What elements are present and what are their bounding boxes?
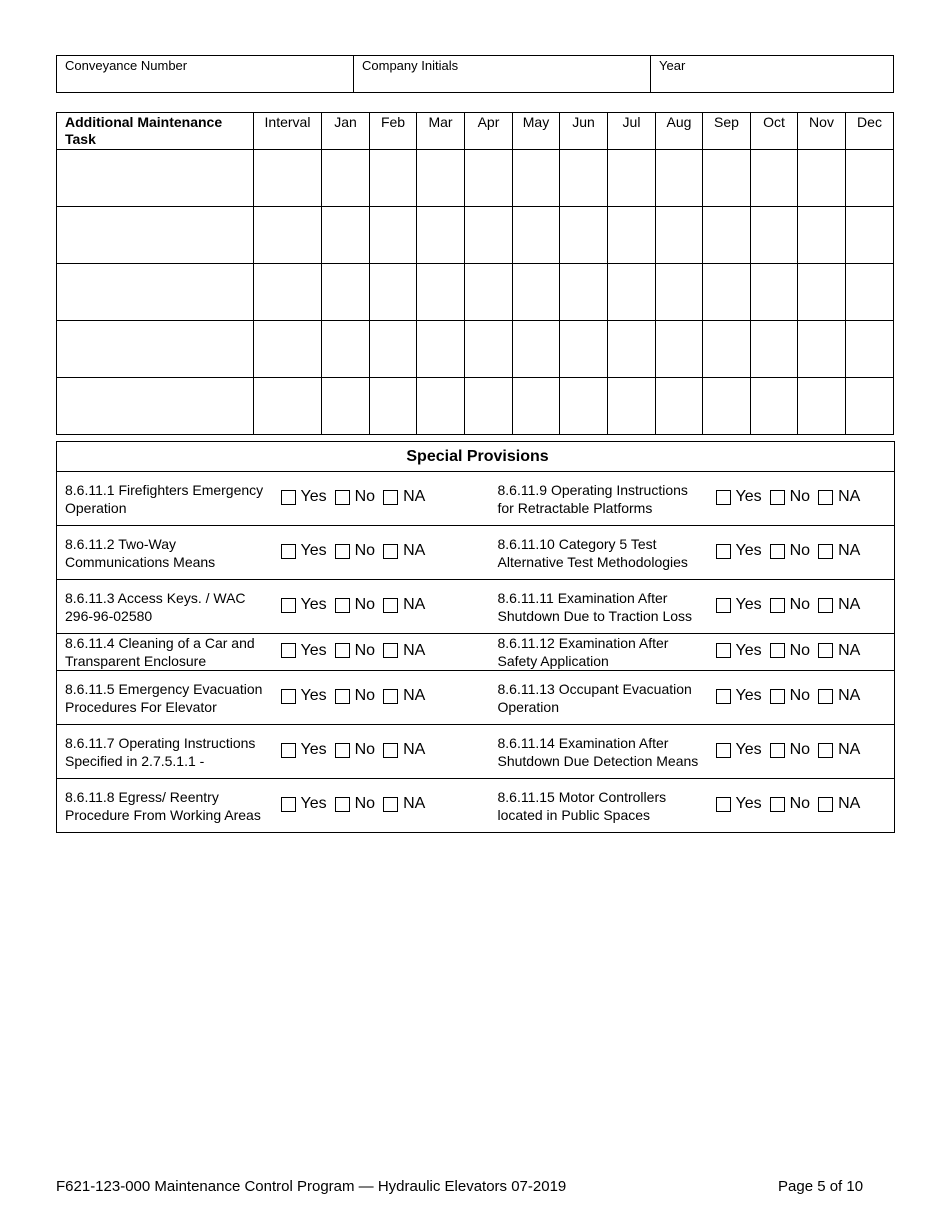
table-cell[interactable]: [846, 378, 894, 435]
checkbox-icon[interactable]: [335, 689, 350, 704]
checkbox-icon[interactable]: [716, 544, 731, 559]
option-label: NA: [403, 687, 426, 705]
year-label: Year: [659, 58, 686, 73]
table-cell[interactable]: [370, 321, 417, 378]
table-cell[interactable]: [57, 264, 254, 321]
checkbox-icon[interactable]: [818, 643, 833, 658]
table-cell[interactable]: [798, 321, 846, 378]
table-cell[interactable]: [57, 150, 254, 207]
option-label: NA: [838, 687, 861, 705]
option-yes-checkbox[interactable]: [281, 542, 327, 560]
table-cell[interactable]: [513, 378, 560, 435]
checkbox-icon[interactable]: [716, 643, 731, 658]
option-no-checkbox[interactable]: [770, 642, 810, 660]
table-cell[interactable]: [798, 207, 846, 264]
table-cell[interactable]: [465, 207, 513, 264]
provision-label: 8.6.11.12 Examination After Safety Application: [490, 634, 708, 671]
option-label: NA: [403, 741, 426, 759]
table-cell[interactable]: [254, 378, 322, 435]
provision-label: 8.6.11.14 Examination After Shutdown Due Detection Means: [490, 725, 708, 779]
checkbox-icon[interactable]: [335, 743, 350, 758]
checkbox-icon[interactable]: [281, 598, 296, 613]
option-na-checkbox[interactable]: [818, 542, 860, 560]
checkbox-icon[interactable]: [770, 490, 785, 505]
option-na-checkbox[interactable]: [818, 596, 860, 614]
option-label: NA: [403, 542, 426, 560]
option-label: Yes: [735, 741, 762, 759]
table-cell[interactable]: [370, 264, 417, 321]
option-label: Yes: [735, 687, 762, 705]
checkbox-icon[interactable]: [383, 490, 398, 505]
provision-row: [57, 671, 895, 725]
option-na-checkbox[interactable]: [818, 642, 860, 660]
option-na-checkbox[interactable]: [383, 741, 425, 759]
table-row: [57, 150, 894, 207]
table-cell[interactable]: [254, 321, 322, 378]
option-label: No: [354, 596, 376, 614]
option-yes-checkbox[interactable]: [281, 741, 327, 759]
table-cell[interactable]: [703, 264, 751, 321]
column-header: Apr: [465, 113, 513, 150]
table-cell[interactable]: [417, 207, 465, 264]
option-label: NA: [838, 542, 861, 560]
checkbox-icon[interactable]: [818, 743, 833, 758]
checkbox-icon[interactable]: [716, 743, 731, 758]
table-row: [57, 264, 894, 321]
yes-no-na-group: [708, 779, 895, 833]
option-label: Yes: [300, 687, 327, 705]
table-cell[interactable]: [513, 264, 560, 321]
conveyance-header-table: [56, 55, 894, 93]
provision-label: 8.6.11.5 Emergency Evacuation Procedures For Elevator: [57, 671, 281, 725]
column-header: Nov: [798, 113, 846, 150]
yes-no-na-group: [281, 472, 490, 526]
conveyance-number-label: Conveyance Number: [65, 58, 188, 73]
option-no-checkbox[interactable]: [770, 596, 810, 614]
checkbox-icon[interactable]: [770, 689, 785, 704]
option-no-checkbox[interactable]: [335, 642, 375, 660]
maintenance-header-row: [57, 113, 894, 150]
option-na-checkbox[interactable]: [383, 488, 425, 506]
company-initials-field[interactable]: [354, 56, 651, 93]
option-label: No: [354, 687, 376, 705]
option-yes-checkbox[interactable]: [716, 488, 762, 506]
option-na-checkbox[interactable]: [383, 596, 425, 614]
provision-row: [57, 472, 895, 526]
option-yes-checkbox[interactable]: [716, 741, 762, 759]
option-na-checkbox[interactable]: [383, 542, 425, 560]
option-label: NA: [838, 641, 861, 659]
yes-no-na-group: [708, 580, 895, 634]
checkbox-icon[interactable]: [281, 797, 296, 812]
company-initials-label: Company Initials: [362, 58, 459, 73]
maintenance-task-table: [56, 112, 894, 435]
table-cell[interactable]: [513, 207, 560, 264]
provision-label: 8.6.11.10 Category 5 Test Alternative Test Methodologies: [490, 526, 708, 580]
table-cell[interactable]: [465, 321, 513, 378]
column-header: May: [513, 113, 560, 150]
provision-row: [57, 634, 895, 671]
provision-row: [57, 526, 895, 580]
option-yes-checkbox[interactable]: [281, 687, 327, 705]
option-label: No: [354, 795, 376, 813]
checkbox-icon[interactable]: [281, 689, 296, 704]
checkbox-icon[interactable]: [770, 743, 785, 758]
provision-label: 8.6.11.2 Two-Way Communications Means: [57, 526, 281, 580]
option-label: NA: [838, 596, 861, 614]
special-provisions-title-row: [57, 442, 895, 472]
table-cell[interactable]: [608, 207, 656, 264]
column-header: Mar: [417, 113, 465, 150]
option-no-checkbox[interactable]: [770, 488, 810, 506]
table-cell[interactable]: [608, 264, 656, 321]
option-label: NA: [403, 488, 426, 506]
page-number: Page 5 of 10: [778, 1178, 864, 1195]
yes-no-na-group: [281, 725, 490, 779]
checkbox-icon[interactable]: [770, 544, 785, 559]
yes-no-na-group: [281, 580, 490, 634]
table-row: [57, 321, 894, 378]
option-label: NA: [838, 795, 861, 813]
table-cell[interactable]: [656, 321, 703, 378]
special-provisions-table: [56, 441, 895, 833]
table-cell[interactable]: [370, 207, 417, 264]
column-header: Sep: [703, 113, 751, 150]
checkbox-icon[interactable]: [383, 689, 398, 704]
table-cell[interactable]: [751, 264, 798, 321]
checkbox-icon[interactable]: [818, 544, 833, 559]
option-yes-checkbox[interactable]: [716, 642, 762, 660]
checkbox-icon[interactable]: [770, 643, 785, 658]
table-cell[interactable]: [322, 264, 370, 321]
option-label: No: [789, 687, 811, 705]
table-row: [57, 207, 894, 264]
table-cell[interactable]: [798, 264, 846, 321]
checkbox-icon[interactable]: [716, 490, 731, 505]
table-cell[interactable]: [798, 378, 846, 435]
column-header: Feb: [370, 113, 417, 150]
checkbox-icon[interactable]: [383, 797, 398, 812]
option-na-checkbox[interactable]: [383, 795, 425, 813]
option-label: No: [789, 488, 811, 506]
table-cell[interactable]: [656, 264, 703, 321]
form-title-footer: F621-123-000 Maintenance Control Program — Hydraulic Elevators 07-2019: [56, 1178, 567, 1195]
option-yes-checkbox[interactable]: [716, 596, 762, 614]
option-label: No: [354, 488, 376, 506]
option-na-checkbox[interactable]: [383, 642, 425, 660]
provision-label: 8.6.11.4 Cleaning of a Car and Transparent Enclosure: [57, 634, 281, 671]
table-cell[interactable]: [560, 378, 608, 435]
option-no-checkbox[interactable]: [770, 542, 810, 560]
column-header: Jul: [608, 113, 656, 150]
table-cell[interactable]: [560, 207, 608, 264]
option-label: NA: [838, 741, 861, 759]
provision-row: [57, 779, 895, 833]
provision-label: 8.6.11.3 Access Keys. / WAC 296-96-02580: [57, 580, 281, 634]
table-cell[interactable]: [417, 264, 465, 321]
table-cell[interactable]: [703, 321, 751, 378]
checkbox-icon[interactable]: [383, 643, 398, 658]
checkbox-icon[interactable]: [281, 490, 296, 505]
provision-label: 8.6.11.15 Motor Controllers located in Public Spaces: [490, 779, 708, 833]
table-cell[interactable]: [322, 207, 370, 264]
table-cell[interactable]: [465, 264, 513, 321]
special-provisions-title: Special Provisions: [57, 442, 895, 472]
option-no-checkbox[interactable]: [335, 488, 375, 506]
option-na-checkbox[interactable]: [818, 488, 860, 506]
checkbox-icon[interactable]: [716, 689, 731, 704]
table-cell[interactable]: [798, 150, 846, 207]
table-cell[interactable]: [465, 378, 513, 435]
provision-label: 8.6.11.11 Examination After Shutdown Due to Traction Loss: [490, 580, 708, 634]
option-label: NA: [838, 488, 861, 506]
option-no-checkbox[interactable]: [770, 795, 810, 813]
checkbox-icon[interactable]: [281, 643, 296, 658]
checkbox-icon[interactable]: [770, 598, 785, 613]
checkbox-icon[interactable]: [335, 797, 350, 812]
column-header: Aug: [656, 113, 703, 150]
option-label: Yes: [735, 488, 762, 506]
column-header: Oct: [751, 113, 798, 150]
table-cell[interactable]: [846, 321, 894, 378]
table-cell[interactable]: [417, 321, 465, 378]
yes-no-na-group: [708, 526, 895, 580]
checkbox-icon[interactable]: [383, 598, 398, 613]
option-label: Yes: [300, 741, 327, 759]
column-header: Additional Maintenance Task: [57, 113, 254, 150]
option-yes-checkbox[interactable]: [716, 687, 762, 705]
checkbox-icon[interactable]: [818, 490, 833, 505]
column-header: Interval: [254, 113, 322, 150]
column-header: Jan: [322, 113, 370, 150]
yes-no-na-group: [708, 671, 895, 725]
option-yes-checkbox[interactable]: [281, 488, 327, 506]
option-yes-checkbox[interactable]: [716, 542, 762, 560]
provision-row: [57, 580, 895, 634]
table-cell[interactable]: [751, 321, 798, 378]
table-cell[interactable]: [560, 264, 608, 321]
option-label: Yes: [300, 542, 327, 560]
provision-label: 8.6.11.1 Firefighters Emergency Operation: [57, 472, 281, 526]
option-label: No: [354, 641, 376, 659]
option-no-checkbox[interactable]: [335, 795, 375, 813]
checkbox-icon[interactable]: [818, 598, 833, 613]
table-cell[interactable]: [608, 321, 656, 378]
option-label: No: [354, 542, 376, 560]
yes-no-na-group: [281, 634, 490, 671]
table-cell[interactable]: [370, 378, 417, 435]
year-field[interactable]: [651, 56, 894, 93]
option-label: No: [789, 641, 811, 659]
provision-label: 8.6.11.9 Operating Instructions for Retractable Platforms: [490, 472, 708, 526]
option-na-checkbox[interactable]: [818, 741, 860, 759]
checkbox-icon[interactable]: [818, 689, 833, 704]
checkbox-icon[interactable]: [335, 490, 350, 505]
option-yes-checkbox[interactable]: [281, 596, 327, 614]
table-cell[interactable]: [322, 378, 370, 435]
option-label: Yes: [735, 542, 762, 560]
option-label: NA: [403, 641, 426, 659]
option-no-checkbox[interactable]: [335, 687, 375, 705]
table-cell[interactable]: [57, 321, 254, 378]
table-cell[interactable]: [254, 207, 322, 264]
yes-no-na-group: [281, 779, 490, 833]
option-yes-checkbox[interactable]: [281, 795, 327, 813]
checkbox-icon[interactable]: [335, 598, 350, 613]
option-label: Yes: [300, 596, 327, 614]
option-label: Yes: [735, 596, 762, 614]
table-cell[interactable]: [322, 150, 370, 207]
option-label: NA: [403, 795, 426, 813]
option-no-checkbox[interactable]: [770, 741, 810, 759]
table-cell[interactable]: [846, 150, 894, 207]
conveyance-number-field[interactable]: [57, 56, 354, 93]
checkbox-icon[interactable]: [716, 598, 731, 613]
table-cell[interactable]: [322, 321, 370, 378]
yes-no-na-group: [281, 526, 490, 580]
option-label: No: [354, 741, 376, 759]
option-label: No: [789, 596, 811, 614]
checkbox-icon[interactable]: [335, 643, 350, 658]
yes-no-na-group: [281, 671, 490, 725]
table-cell[interactable]: [513, 321, 560, 378]
table-cell[interactable]: [57, 207, 254, 264]
checkbox-icon[interactable]: [716, 797, 731, 812]
column-header: Jun: [560, 113, 608, 150]
table-cell[interactable]: [751, 207, 798, 264]
table-cell[interactable]: [751, 378, 798, 435]
option-label: Yes: [300, 641, 327, 659]
provision-row: [57, 725, 895, 779]
table-cell[interactable]: [846, 264, 894, 321]
checkbox-icon[interactable]: [383, 544, 398, 559]
column-header: Dec: [846, 113, 894, 150]
option-label: Yes: [735, 641, 762, 659]
option-label: No: [789, 741, 811, 759]
table-cell[interactable]: [703, 207, 751, 264]
table-cell[interactable]: [846, 207, 894, 264]
option-na-checkbox[interactable]: [818, 687, 860, 705]
option-no-checkbox[interactable]: [335, 741, 375, 759]
table-cell[interactable]: [417, 378, 465, 435]
option-yes-checkbox[interactable]: [716, 795, 762, 813]
option-yes-checkbox[interactable]: [281, 642, 327, 660]
table-cell[interactable]: [608, 150, 656, 207]
yes-no-na-group: [708, 634, 895, 671]
table-cell[interactable]: [417, 150, 465, 207]
table-cell[interactable]: [254, 150, 322, 207]
checkbox-icon[interactable]: [383, 743, 398, 758]
table-cell[interactable]: [513, 150, 560, 207]
yes-no-na-group: [708, 472, 895, 526]
table-cell[interactable]: [560, 321, 608, 378]
table-cell[interactable]: [560, 150, 608, 207]
option-na-checkbox[interactable]: [383, 687, 425, 705]
table-cell[interactable]: [608, 378, 656, 435]
option-no-checkbox[interactable]: [770, 687, 810, 705]
table-row: [57, 378, 894, 435]
table-cell[interactable]: [751, 150, 798, 207]
option-no-checkbox[interactable]: [335, 596, 375, 614]
option-na-checkbox[interactable]: [818, 795, 860, 813]
provision-label: 8.6.11.8 Egress/ Reentry Procedure From Working Areas: [57, 779, 281, 833]
table-cell[interactable]: [465, 150, 513, 207]
option-no-checkbox[interactable]: [335, 542, 375, 560]
table-cell[interactable]: [703, 150, 751, 207]
option-label: No: [789, 542, 811, 560]
checkbox-icon[interactable]: [335, 544, 350, 559]
provision-label: 8.6.11.7 Operating Instructions Specified in 2.7.5.1.1 -: [57, 725, 281, 779]
table-cell[interactable]: [57, 378, 254, 435]
table-cell[interactable]: [370, 150, 417, 207]
option-label: Yes: [300, 488, 327, 506]
yes-no-na-group: [708, 725, 895, 779]
table-cell[interactable]: [656, 150, 703, 207]
table-cell[interactable]: [656, 207, 703, 264]
option-label: NA: [403, 596, 426, 614]
table-cell[interactable]: [703, 378, 751, 435]
table-cell[interactable]: [656, 378, 703, 435]
checkbox-icon[interactable]: [818, 797, 833, 812]
checkbox-icon[interactable]: [770, 797, 785, 812]
option-label: No: [789, 795, 811, 813]
table-cell[interactable]: [254, 264, 322, 321]
option-label: Yes: [300, 795, 327, 813]
checkbox-icon[interactable]: [281, 743, 296, 758]
checkbox-icon[interactable]: [281, 544, 296, 559]
option-label: Yes: [735, 795, 762, 813]
provision-label: 8.6.11.13 Occupant Evacuation Operation: [490, 671, 708, 725]
